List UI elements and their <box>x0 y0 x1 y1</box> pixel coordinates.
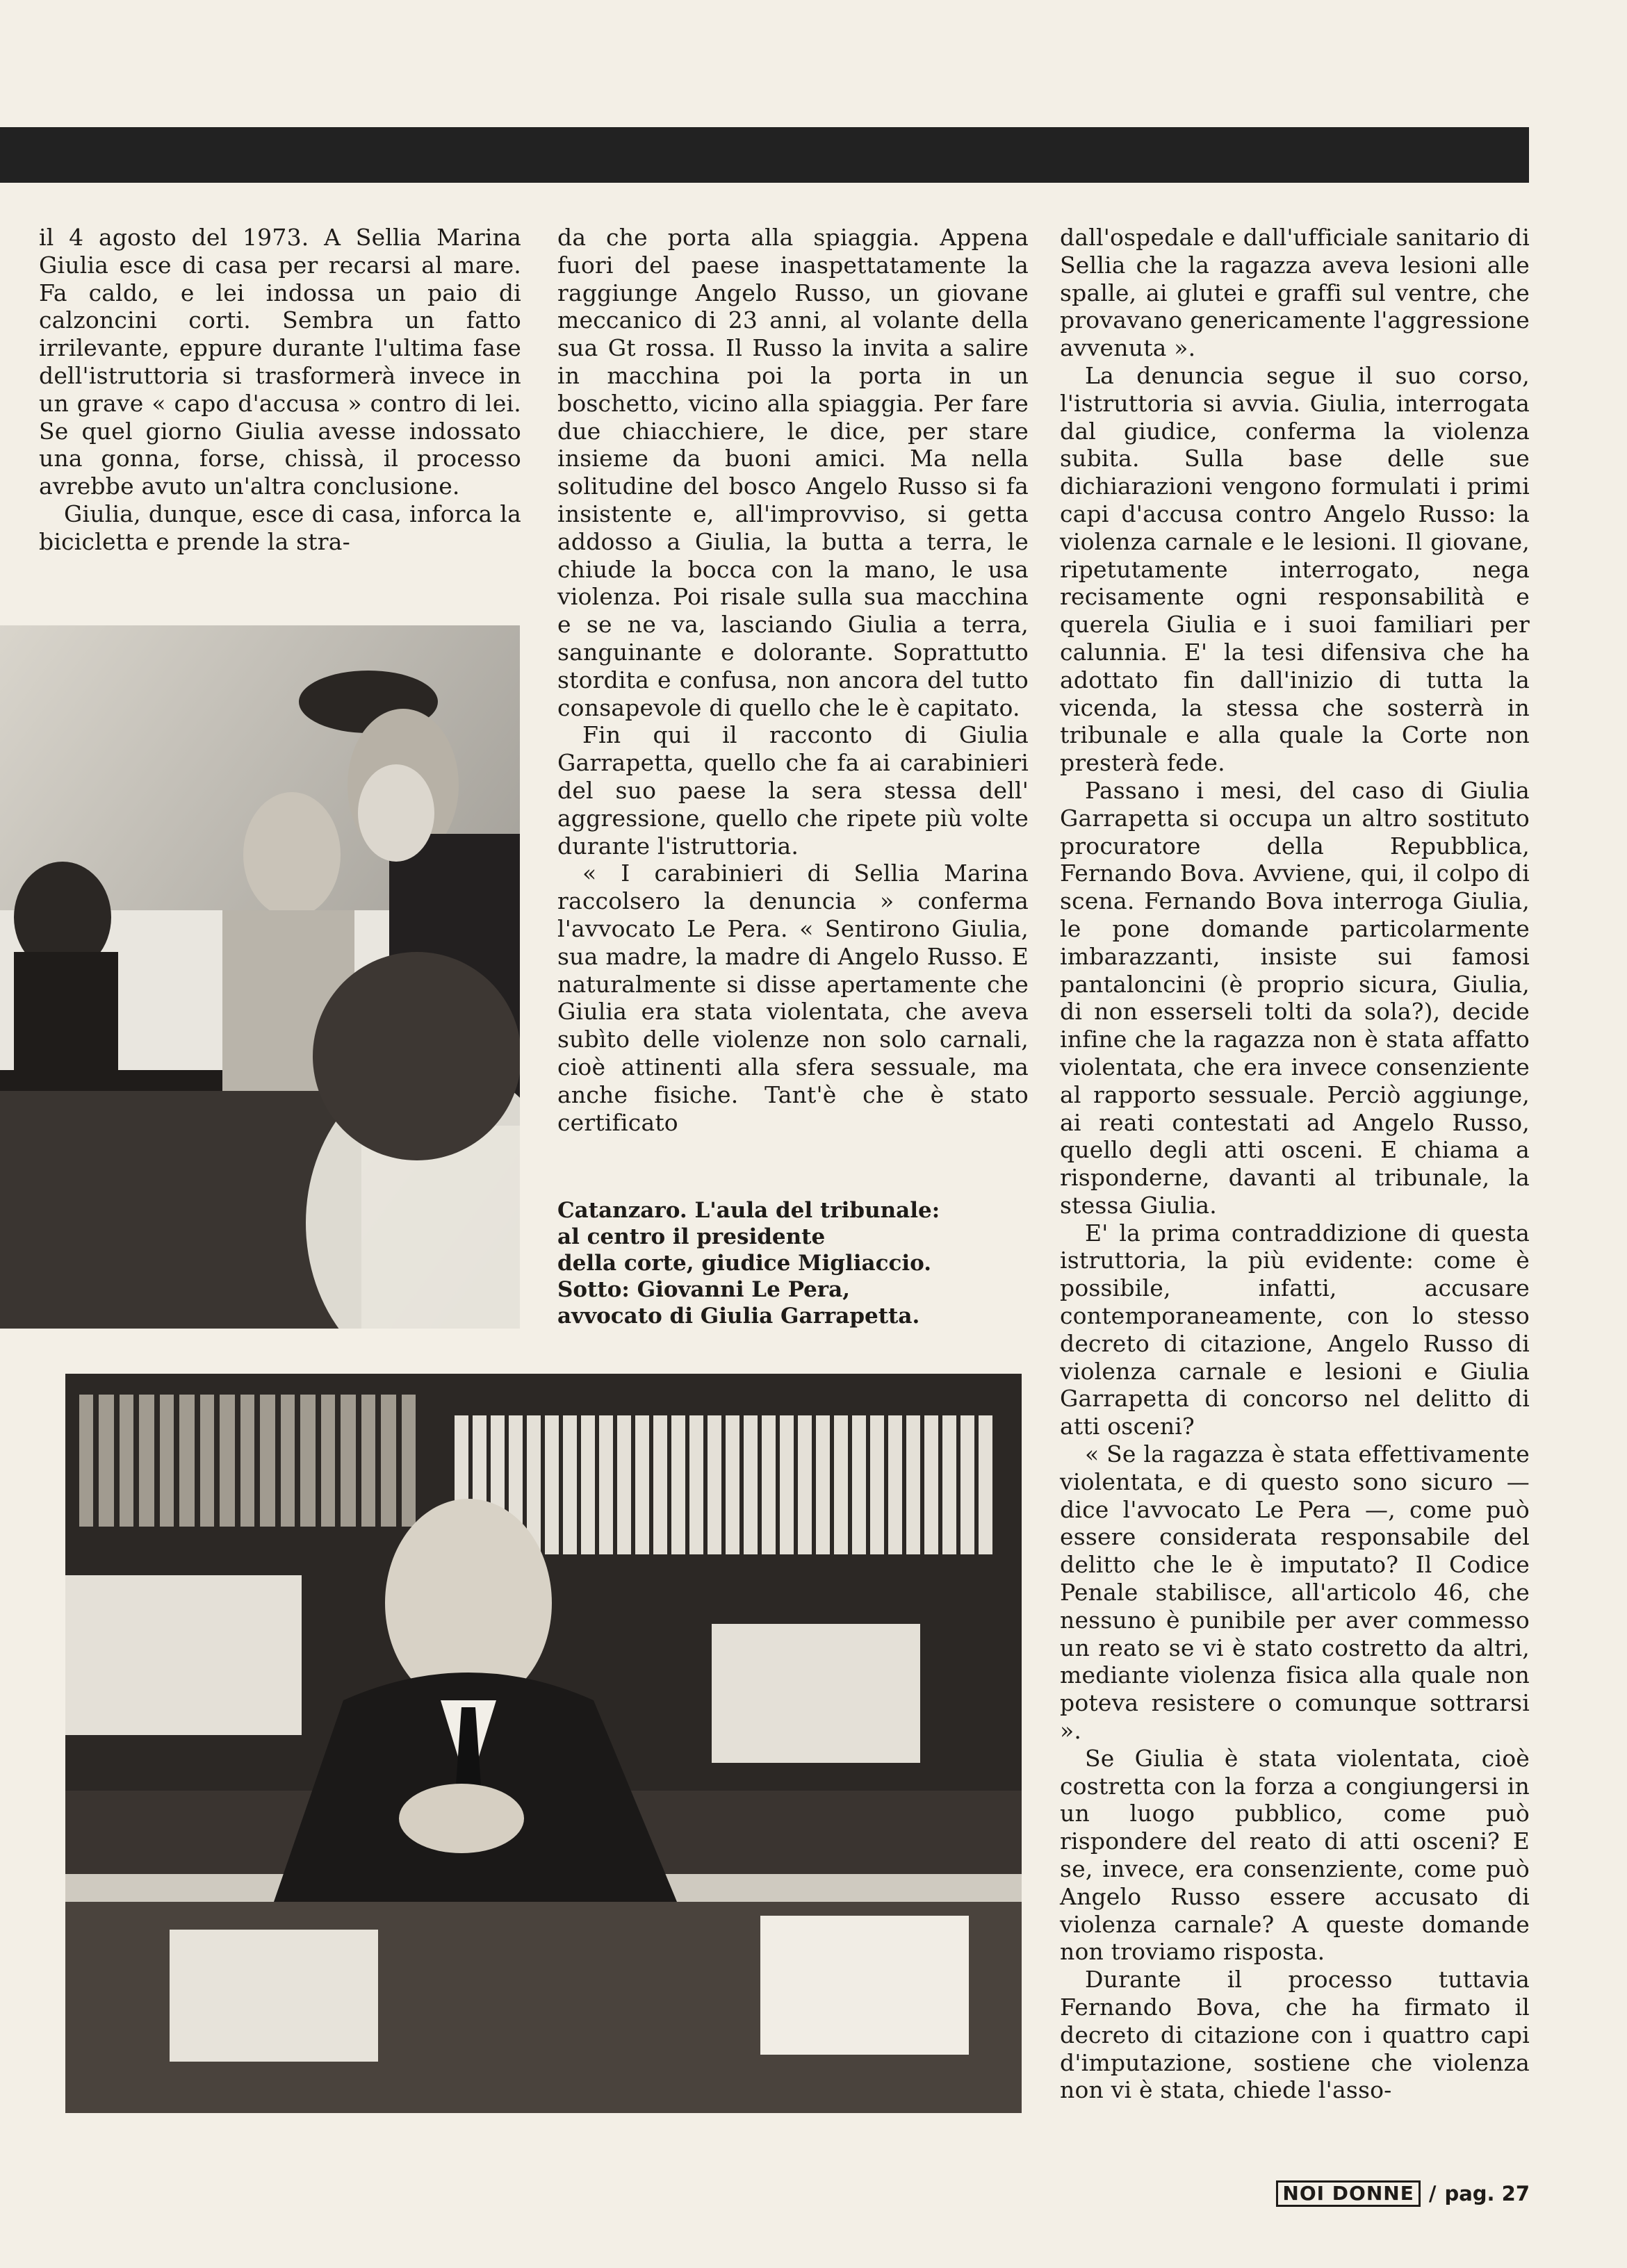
paragraph: « I carabinieri di Sellia Marina raccolsero la denuncia » conferma l'avvocato Le Pera. « Sentirono Giulia, sua madre, la madre di Angelo Russo. E naturalmente si disse apertamente che Giulia era stata violentata, che aveva subìto delle violenze non solo carnali, cioè attinenti alla sfera sessuale, ma anche fisiche. Tant'è che è stato certificato <box>557 860 1029 1136</box>
paragraph: La denuncia segue il suo corso, l'istruttoria si avvia. Giulia, interrogata dal giudice, conferma la violenza subita. Sulla base delle sue dichiarazioni vengono formulati i primi capi d'accusa contro Angelo Russo: la violenza carnale e le lesioni. Il giovane, ripetutamente interrogato, nega recisamente ogni responsabilità e querela Giulia e i suoi familiari per calunnia. E' la tesi difensiva che ha adottato fin dall'inizio di tutta la vicenda, la stessa che sosterrà in tribunale e alla quale la Corte non presterà fede. <box>1060 361 1530 777</box>
paragraph: Durante il processo tuttavia Fernando Bova, che ha firmato il decreto di citazione con i quattro capi d'imputazione, sostiene che violenza non vi è stata, chiede l'asso- <box>1060 1966 1530 2104</box>
paragraph: E' la prima contraddizione di questa istruttoria, la più evidente: come è possibile, infatti, accusare contemporaneamente, con lo stesso decreto di citazione, Angelo Russo di violenza carnale e lesioni e Giulia Garrapetta di concorso nel delitto di atti osceni? <box>1060 1219 1530 1440</box>
paragraph: da che porta alla spiaggia. Appena fuori del paese inaspettatamente la raggiunge Angelo Russo, un giovane meccanico di 23 anni, al volante della sua Gt rossa. Il Russo la invita a salire in macchina poi la porta in un boschetto, vicino alla spiaggia. Per fare due chiacchiere, le dice, per stare insieme da buoni amici. Ma nella solitudine del bosco Angelo Russo si fa insistente e, all'improvviso, si getta addosso a Giulia, la butta a terra, le chiude la bocca con la mano, le usa violenza. Poi risale sulla sua macchina e se ne va, lasciando Giulia a terra, sanguinante e dolorante. Soprattutto stordita e confusa, non ancora del tutto consapevole di quello che le è capitato. <box>557 224 1029 721</box>
footer-separator: / <box>1428 2182 1437 2205</box>
magazine-logo: NOI DONNE <box>1276 2180 1420 2207</box>
paragraph: Giulia, dunque, esce di casa, inforca la bicicletta e prende la stra- <box>39 500 521 555</box>
photo-caption <box>557 1197 1002 1329</box>
paragraph: Fin qui il racconto di Giulia Garrapetta, quello che fa ai carabinieri del suo paese la sera stessa dell' aggressione, quello che ripete più volte durante l'istruttoria. <box>557 721 1029 860</box>
caption-line: Catanzaro. L'aula del tribunale: <box>557 1198 940 1223</box>
caption-line: della corte, giudice Migliaccio. <box>557 1251 932 1276</box>
paragraph: Passano i mesi, del caso di Giulia Garrapetta si occupa un altro sostituto procuratore della Repubblica, Fernando Bova. Avviene, qui, il colpo di scena. Fernando Bova interroga Giulia, le pone domande particolarmente imbarazzanti, insiste sui famosi pantaloncini (è proprio sicura, Giulia, di non esserseli tolti da sola?), decide infine che la ragazza non è stata affatto violentata, che era invece consenziente al rapporto sessuale. Perciò aggiunge, ai reati contestati ad Angelo Russo, quello degli atti osceni. E chiama a risponderne, davanti al tribunale, la stessa Giulia. <box>1060 776 1530 1219</box>
courtroom-photo <box>0 625 520 1329</box>
paragraph: il 4 agosto del 1973. A Sellia Marina Giulia esce di casa per recarsi al mare. Fa caldo, e lei indossa un paio di calzoncini corti. Sembra un fatto irrilevante, eppure durante l'ultima fase dell'istruttoria si trasformerà invece in un grave « capo d'accusa » contro di lei. Se quel giorno Giulia avesse indossato una gonna, forse, chissà, il processo avrebbe avuto un'altra conclusione. <box>39 224 521 500</box>
caption-line: Sotto: Giovanni Le Pera, <box>557 1277 851 1302</box>
paragraph: « Se la ragazza è stata effettivamente violentata, e di questo sono sicuro — dice l'avvocato Le Pera —, come può essere considerata responsabile del delitto che le è imputato? Il Codice Penale stabilisce, all'articolo 46, che nessuno è punibile per aver commesso un reato se vi è stato costretto da altri, mediante violenza fisica alla quale non poteva resistere o comunque sottrarsi ». <box>1060 1440 1530 1745</box>
lawyer-photo <box>65 1374 1022 2113</box>
page-footer <box>1276 2180 1530 2207</box>
caption-line: al centro il presidente <box>557 1224 826 1249</box>
page-number: pag. 27 <box>1444 2182 1530 2205</box>
caption-line: avvocato di Giulia Garrapetta. <box>557 1304 920 1329</box>
header-bar <box>0 127 1529 183</box>
article-column-3 <box>1060 224 1530 2104</box>
paragraph: Se Giulia è stata violentata, cioè costretta con la forza a congiungersi in un luogo pubblico, come può rispondere del reato di atti osceni? E se, invece, era consenziente, come può Angelo Russo essere accusato di violenza carnale? A queste domande non troviamo risposta. <box>1060 1744 1530 1966</box>
paragraph: dall'ospedale e dall'ufficiale sanitario di Sellia che la ragazza aveva lesioni alle spalle, ai glutei e graffi sul ventre, che provavano genericamente l'aggressione avvenuta ». <box>1060 224 1530 362</box>
article-column-2 <box>557 224 1029 1136</box>
article-column-1 <box>39 224 521 556</box>
